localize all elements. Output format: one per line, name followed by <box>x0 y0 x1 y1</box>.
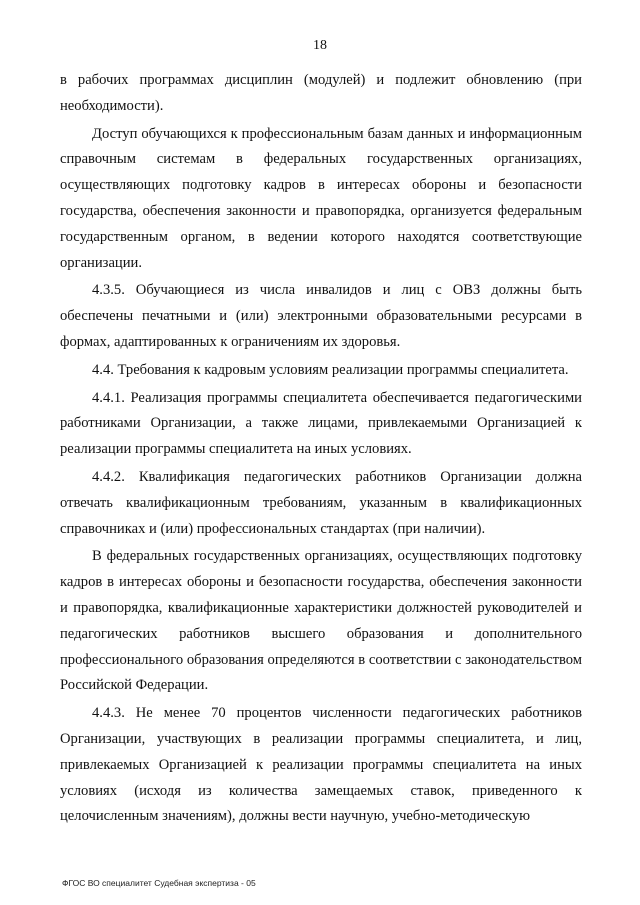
paragraph-continuation: в рабочих программах дисциплин (модулей) и подлежит обновлению (при необходимости). <box>60 72 582 114</box>
document-footer: ФГОС ВО специалитет Судебная экспертиза - 05 <box>62 878 256 888</box>
paragraph-federal-organizations: В федеральных государственных организациях, осуществляющих подготовку кадров в интересах обороны и безопасности государства, обеспечения законности и правопорядка, квалификационные характеристики должностей руководителей и педагогических работников высшего образования и дополнительного профессионального образования определяются в соответствии с законодательством Российской Федерации. <box>60 548 582 694</box>
paragraph-database-access: Доступ обучающихся к профессиональным базам данных и информационным справочным системам в федеральных государственных организациях, осуществляющих подготовку кадров в интересах обороны и безопасности государства, обеспечения законности и правопорядка, организуется федеральным государственным органом, в ведении которого находятся соответствующие организации. <box>60 125 582 271</box>
paragraph-4-3-5: 4.3.5. Обучающиеся из числа инвалидов и лиц с ОВЗ должны быть обеспечены печатными и (или) электронными образовательными ресурсами в формах, адаптированных к ограничениям их здоровья. <box>60 282 582 350</box>
page-number: 18 <box>313 38 327 53</box>
document-body <box>60 68 582 832</box>
paragraph-4-4-2: 4.4.2. Квалификация педагогических работников Организации должна отвечать квалификационным требованиям, указанным в квалификационных справочниках и (или) профессиональных стандартах (при наличии). <box>60 468 582 537</box>
section-heading-4-4: 4.4. Требования к кадровым условиям реализации программы специалитета. <box>92 361 569 378</box>
paragraph-4-4-1: 4.4.1. Реализация программы специалитета обеспечивается педагогическими работниками Организации, а также лицами, привлекаемыми Организацией к реализации программы специалитета на иных условиях. <box>60 389 582 458</box>
paragraph-4-4-3: 4.4.3. Не менее 70 процентов численности педагогических работников Организации, участвующих в реализации программы специалитета, и лиц, привлекаемых Организацией к реализации программы специалитета на иных условиях (исходя из количества замещаемых ставок, приведенного к целочисленным значениям), должны вести научную, учебно-методическую <box>60 705 582 825</box>
